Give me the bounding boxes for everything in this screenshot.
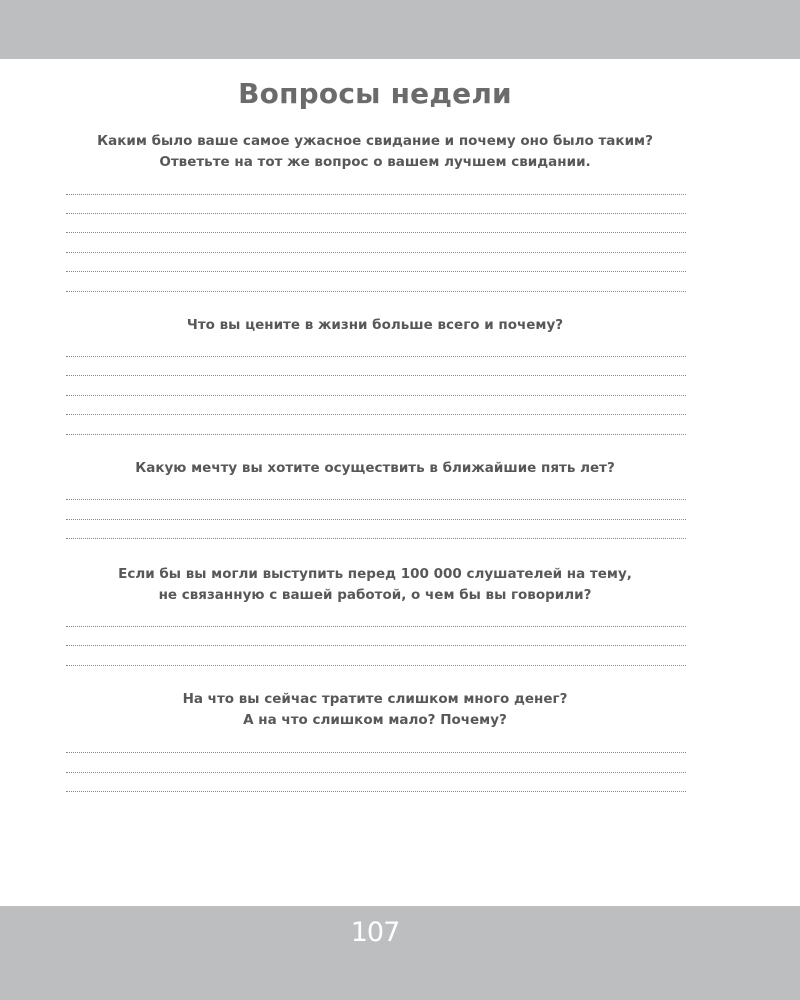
answer-line[interactable] (66, 271, 686, 272)
answer-line[interactable] (66, 194, 686, 195)
answer-line[interactable] (66, 414, 686, 415)
answer-line[interactable] (66, 232, 686, 233)
question-2-line-1: Что вы цените в жизни больше всего и почему? (186, 317, 564, 333)
answer-line[interactable] (66, 252, 686, 253)
answer-line[interactable] (66, 626, 686, 627)
answer-line[interactable] (66, 772, 686, 773)
page-title: Вопросы недели (238, 77, 512, 110)
question-5-line-1: На что вы сейчас тратите слишком много денег? (182, 691, 568, 707)
answer-line[interactable] (66, 499, 686, 500)
page-number: 107 (350, 917, 400, 948)
answer-line[interactable] (66, 645, 686, 646)
answer-line[interactable] (66, 291, 686, 292)
answer-line[interactable] (66, 752, 686, 753)
question-2 (40, 315, 710, 336)
question-5 (40, 689, 710, 731)
answer-line[interactable] (66, 356, 686, 357)
header-bar (0, 0, 800, 59)
question-4-line-1: Если бы вы могли выступить перед 100 000 слушателей на тему, (118, 566, 632, 582)
question-1-line-1: Каким было ваше самое ужасное свидание и почему оно было таким? (97, 133, 653, 149)
question-1-line-2: Ответьте на тот же вопрос о вашем лучшем свидании. (159, 154, 591, 170)
question-4 (40, 564, 710, 606)
question-3 (40, 458, 710, 479)
answer-line[interactable] (66, 213, 686, 214)
answer-line[interactable] (66, 434, 686, 435)
answer-line[interactable] (66, 791, 686, 792)
answer-line[interactable] (66, 538, 686, 539)
question-3-line-1: Какую мечту вы хотите осуществить в ближайшие пять лет? (135, 460, 615, 476)
question-5-line-2: А на что слишком мало? Почему? (243, 712, 507, 728)
question-4-line-2: не связанную с вашей работой, о чем бы вы говорили? (158, 587, 592, 603)
answer-line[interactable] (66, 395, 686, 396)
answer-line[interactable] (66, 665, 686, 666)
question-1 (40, 131, 710, 173)
answer-line[interactable] (66, 519, 686, 520)
answer-line[interactable] (66, 375, 686, 376)
